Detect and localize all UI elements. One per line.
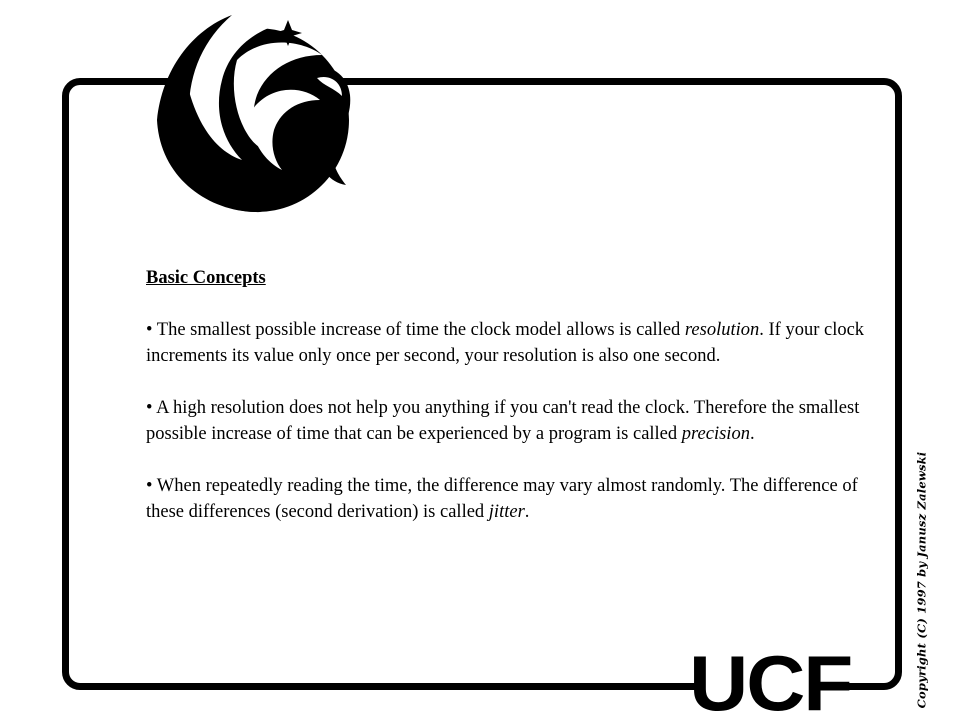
bullet-marker: • [146, 398, 153, 418]
bullet-text: . [749, 424, 755, 444]
bullet-jitter [146, 473, 876, 525]
ucf-wordmark [688, 639, 852, 727]
bullet-text: When repeatedly reading the time, the difference may vary almost randomly. The difference of these differences (second derivation) is called [146, 476, 858, 522]
bullet-precision [146, 395, 876, 447]
slide-title: Basic Concepts [146, 268, 266, 288]
term-resolution: resolution [684, 320, 760, 340]
bullet-marker: • [146, 320, 153, 340]
slide-content [146, 265, 876, 551]
copyright-text: Copyright (C) 1997 by Janusz Zalewski [914, 451, 929, 709]
bullet-text: A high resolution does not help you anything if you can't read the clock. Therefore the smallest possible increase of time that can be experienced by a program is called [146, 398, 860, 444]
ucf-wordmark-text: UCF [688, 639, 852, 727]
copyright-notice [905, 451, 937, 709]
bullet-text: . [524, 502, 530, 522]
bullet-marker: • [146, 476, 153, 496]
bullet-text: The smallest possible increase of time the clock model allows is called [152, 320, 685, 340]
term-precision: precision [681, 424, 750, 444]
term-jitter: jitter [488, 502, 525, 522]
bullet-resolution [146, 317, 876, 369]
bullet-text: . If your clock increments its value only once per second, your resolution is also one second. [146, 320, 865, 366]
pegasus-logo-icon [152, 0, 370, 220]
